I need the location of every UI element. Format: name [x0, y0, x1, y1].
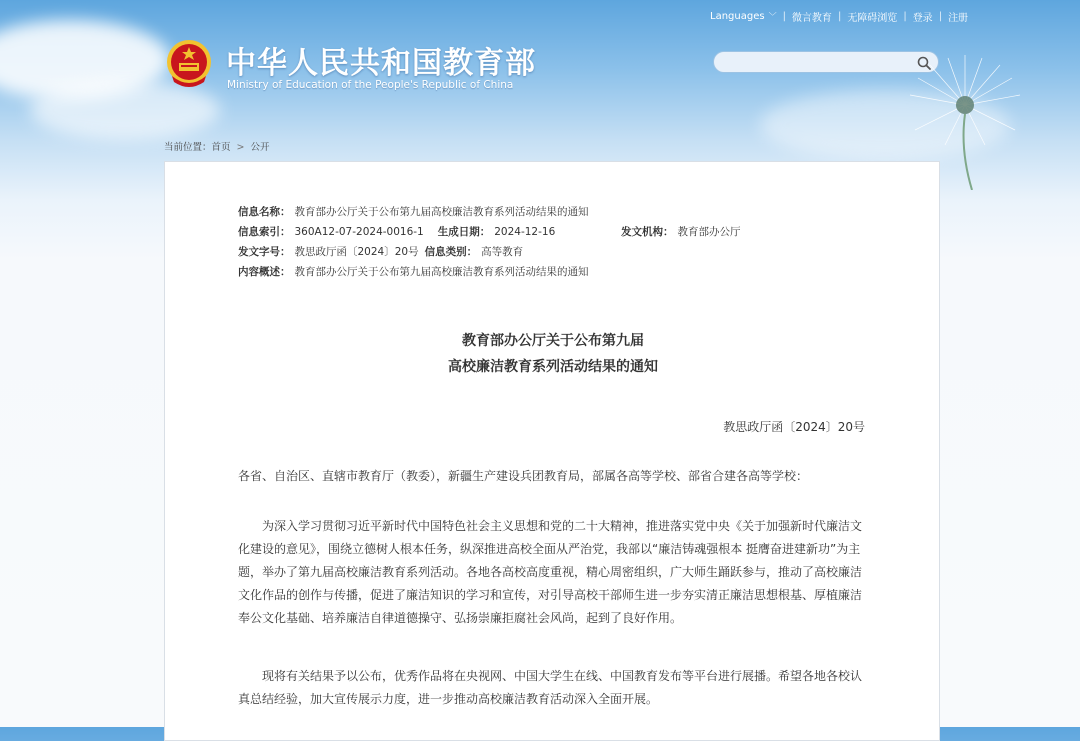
meta-label: 生成日期： [437, 226, 491, 238]
meta-label: 发文字号： [238, 246, 291, 258]
meta-label: 发文机构： [621, 226, 674, 238]
weibo-link[interactable]: 微言教育 [791, 13, 832, 24]
meta-value: 教育部办公厅关于公布第九届高校廉洁教育系列活动结果的通知 [294, 266, 589, 278]
divider: | [938, 11, 943, 22]
breadcrumb-current[interactable]: 公开 [250, 142, 270, 153]
breadcrumb-home[interactable]: 首页 [211, 142, 231, 153]
divider: | [782, 11, 786, 22]
emblem-icon[interactable] [164, 38, 214, 90]
content-card [164, 161, 940, 741]
site-title[interactable]: 中华人民共和国教育部 [226, 46, 536, 81]
meta-value: 2024-12-16 [494, 226, 556, 238]
divider: | [903, 11, 907, 22]
doc-number: 教思政厅函〔2024〕20号 [723, 420, 865, 434]
doc-title-line2: 高校廉洁教育系列活动结果的通知 [448, 359, 658, 375]
top-nav [710, 9, 968, 24]
meta-label: 信息类别： [424, 246, 478, 258]
meta-label: 信息索引： [238, 226, 291, 238]
meta-label: 信息名称： [238, 206, 291, 218]
meta-row-name [238, 204, 589, 219]
meta-value: 360A12-07-2024-0016-1 [294, 226, 424, 238]
languages-label: Languages [710, 11, 765, 22]
doc-title-line1: 教育部办公厅关于公布第九届 [462, 333, 644, 349]
chevron-down-icon: ﹀ [768, 12, 777, 21]
meta-row-index [238, 224, 555, 239]
meta-value: 教思政厅函〔2024〕20号 [294, 246, 419, 258]
site-subtitle: Ministry of Education of the People's Republic of China [227, 79, 514, 91]
login-link[interactable]: 登录 [912, 13, 933, 24]
meta-value: 高等教育 [481, 246, 524, 258]
body-paragraph: 现将有关结果予以公布，优秀作品将在央视网、中国大学生在线、中国教育发布等平台进行展播。希望各地各校认真总结经验，加大宣传展示力度，进一步推动高校廉洁教育活动深入全面开展。 [238, 669, 863, 706]
meta-row-issuer [621, 224, 741, 239]
accessible-browse-link[interactable]: 无障碍浏览 [847, 13, 898, 24]
search-input[interactable] [724, 54, 918, 72]
meta-row-summary [238, 264, 589, 279]
meta-label: 内容概述： [238, 266, 291, 278]
divider: | [837, 11, 842, 22]
breadcrumb-prefix: 当前位置： [164, 142, 212, 153]
meta-row-docno [238, 244, 523, 259]
register-link[interactable]: 注册 [948, 13, 969, 24]
salutation: 各省、自治区、直辖市教育厅（教委），新疆生产建设兵团教育局，部属各高等学校、部省合建各高等学校： [238, 469, 809, 483]
breadcrumb [164, 139, 270, 153]
meta-value: 教育部办公厅 [677, 226, 741, 238]
body-paragraph: 为深入学习贯彻习近平新时代中国特色社会主义思想和党的二十大精神，推进落实党中央《关于加强新时代廉洁文化建设的意见》，围绕立德树人根本任务，纵深推进高校全面从严治党，我部以“廉洁铸魂强根本 挺膺奋进建新功”为主题，举办了第九届高校廉洁教育系列活动。各地各高校高度重视，精心周密组织，广大师生踊跃参与，推动了高校廉洁文化作品的创作与传播，促进了廉洁知识的学习和宣传，对引导高校干部师生进一步夯实清正廉洁思想根基、厚植廉洁奉公文化基础、培养廉洁自律道德操守、弘扬崇廉拒腐社会风尚，起到了良好作用。 [238, 519, 863, 625]
chevron-right-icon: > [236, 142, 245, 153]
meta-value: 教育部办公厅关于公布第九届高校廉洁教育系列活动结果的通知 [294, 206, 589, 218]
languages-link[interactable] [710, 11, 777, 22]
